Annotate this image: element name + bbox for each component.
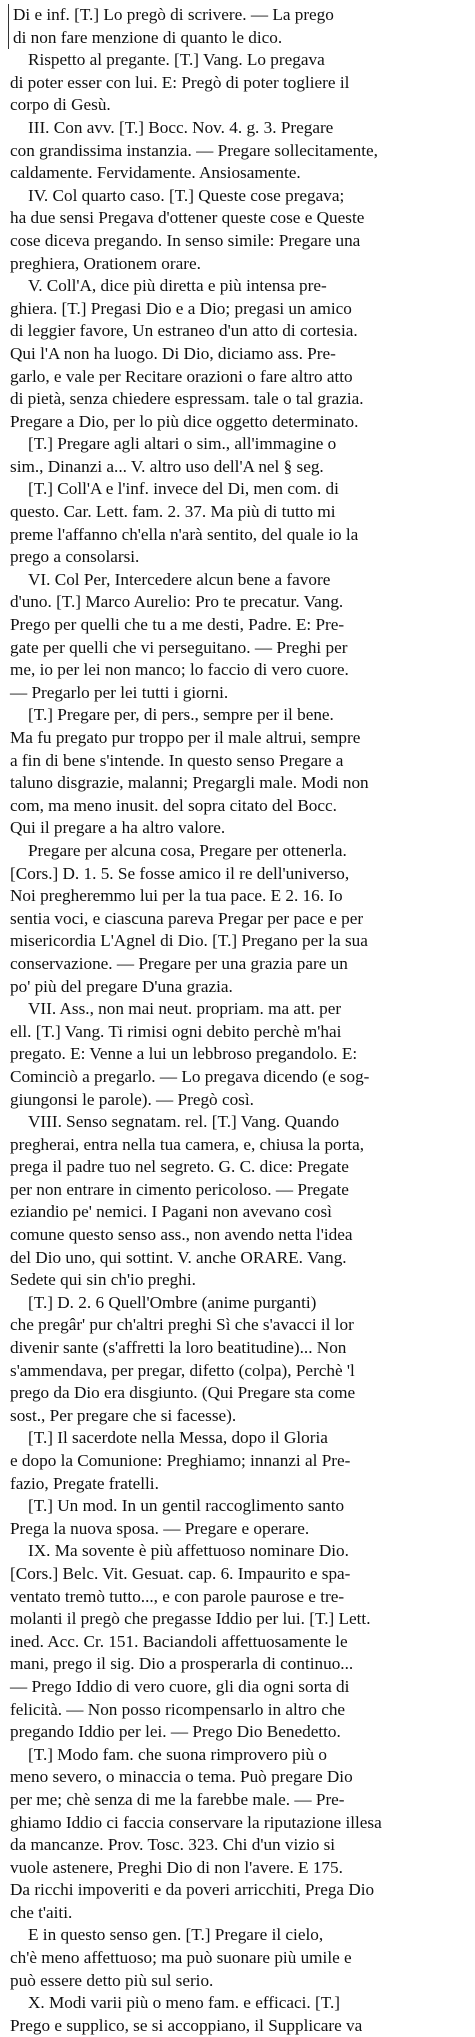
text-line: ventato tremò tutto..., e con parole paurose e tre- <box>10 1586 345 1606</box>
text-line: pregherai, entra nella tua camera, e, chiusa la porta, <box>10 1134 365 1154</box>
text-line: preghiera, Orationem orare. <box>10 253 201 273</box>
text-line: gate per quelli che vi perseguitano. — Preghi per <box>10 637 348 657</box>
text-line: preme l'affanno ch'ella n'arà sentito, del quale io la <box>10 524 359 544</box>
text-line: garlo, e vale per Recitare orazioni o fare altro atto <box>10 366 353 386</box>
text-line: Cominciò a pregarlo. — Lo pregava dicendo (e sog- <box>10 1066 370 1086</box>
text-line: — Pregarlo per lei tutti i giorni. <box>10 682 229 702</box>
text-line: ined. Acc. Cr. 151. Baciandoli affettuosamente le <box>10 1631 348 1651</box>
text-line: — Prego Iddio di vero cuore, gli dia ogni sorta di <box>10 1676 350 1696</box>
text-line: comune questo senso ass., non avendo netta l'idea <box>10 1225 353 1245</box>
text-line: ha due sensi Pregava d'ottener queste cose e Queste <box>10 208 365 228</box>
text-line: prego da Dio era disgiunto. (Qui Pregare sta come <box>10 1383 356 1403</box>
text-line: questo. Car. Lett. fam. 2. 37. Ma più di tutto mi <box>10 502 336 522</box>
text-line: da mancanze. Prov. Tosc. 323. Chi d'un vizio si <box>10 1835 336 1855</box>
text-line: prego a consolarsi. <box>10 547 140 567</box>
text-line: divenir sante (s'affretti la loro beatitudine)... Non <box>10 1338 347 1358</box>
text-line: ghiera. [T.] Pregasi Dio e a Dio; pregasi un amico <box>10 298 352 318</box>
text-line: con grandissima instanzia. — Pregare sollecitamente, <box>10 140 378 160</box>
text-line: me, io per lei non manco; lo faccio di vero cuore. <box>10 660 349 680</box>
text-line: corpo di Gesù. <box>10 95 111 115</box>
text-line: Di e inf. [T.] Lo pregò di scrivere. — La prego <box>8 4 467 27</box>
text-line: E in questo senso gen. [T.] Pregare il cielo, <box>28 1925 324 1945</box>
text-line: di poter esser con lui. E: Pregò di poter togliere il <box>10 72 350 92</box>
text-line: pregato. E: Venne a lui un lebbroso pregandolo. E: <box>10 1044 358 1064</box>
text-line: Rispetto al pregante. [T.] Vang. Lo pregava <box>28 50 325 70</box>
text-line: pregando Iddio per lei. — Prego Dio Benedetto. <box>10 1722 341 1742</box>
text-line: sost., Per pregare che si facesse). <box>10 1405 237 1425</box>
text-line: vuole astenere, Preghi Dio di non l'avere. E 175. <box>10 1857 343 1877</box>
text-line: Prega la nuova sposa. — Pregare e operare. <box>10 1518 310 1538</box>
text-line: [Cors.] D. 1. 5. Se fosse amico il re dell'universo, <box>10 863 350 883</box>
text-line: [T.] Il sacerdote nella Messa, dopo il Gloria <box>28 1428 328 1448</box>
text-line: che t'aiti. <box>10 1902 73 1922</box>
text-line: ell. [T.] Vang. Ti rimisi ogni debito perchè m'hai <box>10 1021 342 1041</box>
text-line: Prego per quelli che tu a me desti, Padre. E: Pre- <box>10 615 345 635</box>
text-line: Pregare a Dio, per lo più dice oggetto determinato. <box>10 411 359 431</box>
text-line: s'ammendava, per pregar, difetto (colpa), Perchè 'l <box>10 1360 355 1380</box>
text-line: Qui il pregare a ha altro valore. <box>10 818 226 838</box>
text-line: IX. Ma sovente è più affettuoso nominare Dio. <box>28 1541 349 1561</box>
text-line: Da ricchi impoveriti e da poveri arricchiti, Prega Dio <box>10 1880 375 1900</box>
text-line: del Dio uno, qui sottint. V. anche ORARE. Vang. <box>10 1247 347 1267</box>
text-line: per non entrare in cimento pericoloso. — Pregate <box>10 1179 349 1199</box>
text-line: com, ma meno inusit. del sopra citato del Bocc. <box>10 795 337 815</box>
text-line: ch'è meno affettuoso; ma può suonare più umile e <box>10 1948 352 1968</box>
text-line: sim., Dinanzi a... V. altro uso dell'A nel § seg. <box>10 456 324 476</box>
text-line: a fin di bene s'intende. In questo senso Pregare a <box>10 750 344 770</box>
text-line: [T.] Coll'A e l'inf. invece del Di, men com. di <box>28 479 339 499</box>
text-line: V. Coll'A, dice più diretta e più intensa pre- <box>28 276 327 296</box>
text-column <box>10 4 467 2037</box>
text-line: fazio, Pregate fratelli. <box>10 1473 159 1493</box>
text-line: [T.] Modo fam. che suona rimprovero più o <box>28 1744 327 1764</box>
text-line: caldamente. Fervidamente. Ansiosamente. <box>10 163 301 183</box>
text-line: di non fare menzione di quanto le dico. <box>8 27 467 50</box>
text-line: e dopo la Comunione: Preghiamo; innanzi al Pre- <box>10 1451 351 1470</box>
text-line: felicità. — Non posso ricompensarlo in altro che <box>10 1699 346 1719</box>
text-line: III. Con avv. [T.] Bocc. Nov. 4. g. 3. Pregare <box>28 117 334 137</box>
text-line: [T.] Pregare per, di pers., sempre per il bene. <box>28 705 334 725</box>
text-line: taluno disgrazie, malanni; Pregargli male. Modi non <box>10 773 369 793</box>
text-line: di leggier favore, Un estraneo d'un atto di cortesia. <box>10 321 358 341</box>
text-line: per me; chè senza di me la farebbe male. — Pre- <box>10 1789 345 1809</box>
text-line: di pietà, senza chiedere espressam. tale o tal grazia. <box>10 389 364 409</box>
text-line: misericordia L'Agnel di Dio. [T.] Pregano per la sua <box>10 931 368 951</box>
text-line: Prego e supplico, se si accoppiano, il Supplicare va <box>10 2015 363 2035</box>
text-line: mani, prego il sig. Dio a prosperarla di continuo... <box>10 1654 354 1674</box>
text-line: [T.] Un mod. In un gentil raccoglimento santo <box>28 1496 345 1516</box>
text-line: VIII. Senso segnatam. rel. [T.] Vang. Quando <box>28 1112 340 1132</box>
text-line: Ma fu pregato pur troppo per il male altrui, sempre <box>10 728 361 747</box>
text-line: po' più del pregare D'una grazia. <box>10 976 233 996</box>
text-line: meno severo, o minaccia o tema. Può pregare Dio <box>10 1767 353 1787</box>
text-line: [T.] Pregare agli altari o sim., all'immagine o <box>28 434 337 454</box>
text-line: sentia voci, e ciascuna pareva Pregar per pace e per <box>10 908 364 928</box>
text-line: prega il padre tuo nel segreto. G. C. dice: Pregate <box>10 1157 349 1177</box>
text-line: ghiamo Iddio ci faccia conservare la riputazione illesa <box>10 1812 382 1832</box>
text-line: molanti il pregò che pregasse Iddio per lui. [T.] Lett. <box>10 1609 371 1629</box>
text-line: Sedete qui sin ch'io preghi. <box>10 1270 196 1290</box>
text-line: Noi pregheremmo lui per la tua pace. E 2. 16. Io <box>10 886 343 906</box>
text-line: giungonsi le parole). — Pregò così. <box>10 1089 254 1109</box>
text-line: può essere detto più sul serio. <box>10 1970 214 1990</box>
text-line: Pregare per alcuna cosa, Pregare per ottenerla. <box>28 840 347 860</box>
text-line: VI. Col Per, Intercedere alcun bene a favore <box>28 569 331 589</box>
text-line: IV. Col quarto caso. [T.] Queste cose pregava; <box>28 185 345 205</box>
text-line: Qui l'A non ha luogo. Di Dio, diciamo ass. Pre- <box>10 343 336 363</box>
text-line: cose diceva pregando. In senso simile: Pregare una <box>10 230 361 250</box>
text-line: [T.] D. 2. 6 Quell'Ombre (anime purganti) <box>28 1292 317 1312</box>
text-line: [Cors.] Belc. Vit. Gesuat. cap. 6. Impaurito e spa- <box>10 1563 351 1583</box>
text-line: VII. Ass., non mai neut. propriam. ma att. per <box>28 999 342 1019</box>
text-line: che pregâr' pur ch'altri preghi Sì che s'avacci il lor <box>10 1315 354 1335</box>
text-line: conservazione. — Pregare per una grazia pare un <box>10 953 348 973</box>
text-line: d'uno. [T.] Marco Aurelio: Pro te precatur. Vang. <box>10 592 344 612</box>
text-line: X. Modi varii più o meno fam. e efficaci. [T.] <box>28 1993 340 2013</box>
text-line: eziandio pe' nemici. I Pagani non avevano così <box>10 1202 332 1222</box>
